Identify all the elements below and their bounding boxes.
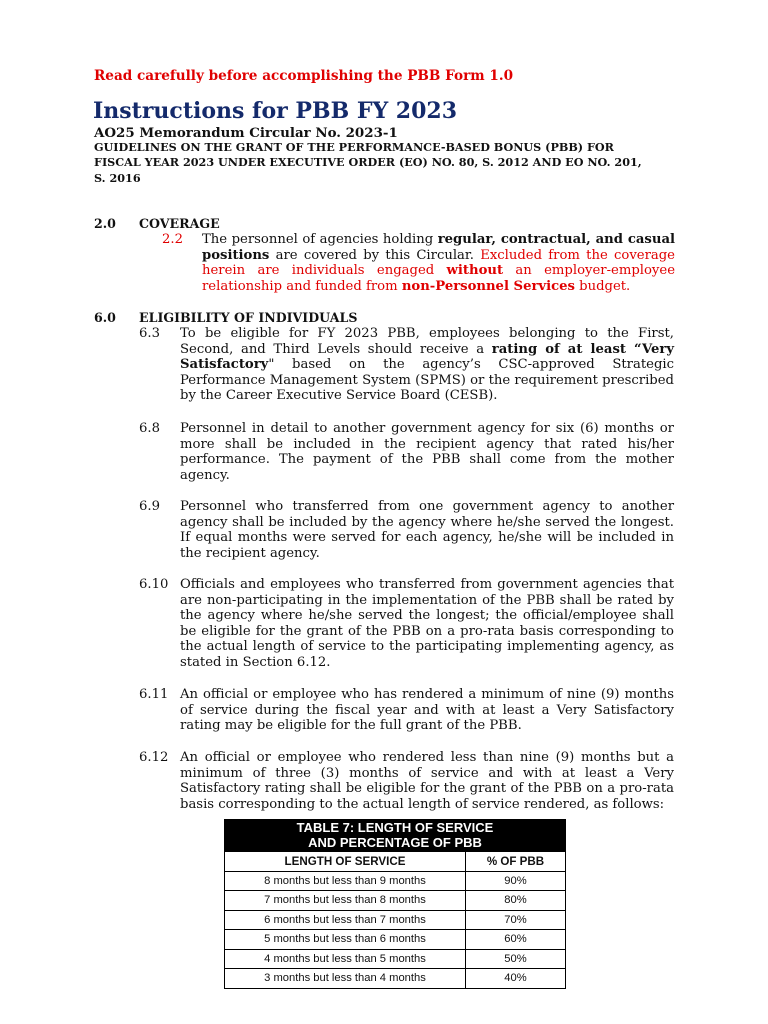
percent-cell: 90% bbox=[466, 871, 566, 891]
percent-cell: 40% bbox=[466, 969, 566, 989]
length-cell: 3 months but less than 4 months bbox=[225, 969, 466, 989]
item-number: 6.11 bbox=[139, 687, 169, 702]
length-cell: 8 months but less than 9 months bbox=[225, 871, 466, 891]
coverage-positions-emphasis: regular, contractual, and casual positions bbox=[202, 232, 675, 263]
section-number-coverage: 2.0 bbox=[94, 216, 116, 231]
length-cell: 6 months but less than 7 months bbox=[225, 910, 466, 930]
item-number: 6.12 bbox=[139, 750, 169, 765]
coverage-paragraph bbox=[202, 232, 675, 294]
eligibility-item-6-8: Personnel in detail to another government agency for six (6) months or more shall be included in the recipient agency that rated his/her performance. The payment of the PBB shall come from the mother agency. bbox=[180, 421, 674, 483]
column-header-percent: % OF PBB bbox=[466, 852, 566, 872]
warning-note: Read carefully before accomplishing the PBB Form 1.0 bbox=[94, 68, 514, 84]
rating-emphasis: rating of at least “Very Satisfactory bbox=[180, 341, 674, 373]
exclusion-text-end: budget. bbox=[574, 278, 631, 294]
eligibility-item-6-9: Personnel who transferred from one government agency to another agency shall be included by the agency where he/she served the longest. If equal months were served for each agency, he/she will be included in the recipient agency. bbox=[180, 499, 674, 561]
section-number-eligibility: 6.0 bbox=[94, 310, 116, 325]
eligibility-item-6-12: An official or employee who rendered less than nine (9) months but a minimum of three (3) months of service and with at least a Very Satisfactory rating shall be eligible for the grant of the PBB on a pro-rata basis corresponding to the actual length of service rendered, as follows: bbox=[180, 750, 674, 812]
length-cell: 7 months but less than 8 months bbox=[225, 891, 466, 911]
item-text: To be eligible for FY 2023 PBB, employees belonging to the First, Second, and Third Levels should receive a bbox=[180, 326, 674, 357]
table-row bbox=[225, 930, 566, 950]
item-number: 6.3 bbox=[139, 326, 160, 341]
section-heading-coverage: COVERAGE bbox=[139, 216, 220, 231]
pbb-percentage-table bbox=[224, 819, 566, 989]
length-of-service-table bbox=[224, 851, 566, 989]
section-heading-eligibility: ELIGIBILITY OF INDIVIDUALS bbox=[139, 310, 358, 325]
table-row bbox=[225, 969, 566, 989]
table-row bbox=[225, 910, 566, 930]
item-text-cont: " based on the agency’s CSC-approved Strategic Performance Management System (SPMS) or the requirement prescribed by the Career Executive Service Board (CESB). bbox=[180, 357, 674, 404]
item-number-2-2: 2.2 bbox=[162, 232, 183, 247]
exclusion-text-cont: an employer-employee relationship and funded from bbox=[202, 263, 675, 294]
exclusion-without-emphasis: without bbox=[446, 263, 504, 279]
coverage-text: The personnel of agencies holding bbox=[202, 232, 438, 247]
item-number: 6.10 bbox=[139, 577, 169, 592]
table-title-line: AND PERCENTAGE OF PBB bbox=[308, 835, 482, 850]
coverage-text-cont: are covered by this Circular. bbox=[269, 247, 481, 263]
guidelines-title: GUIDELINES ON THE GRANT OF THE PERFORMANCE-BASED BONUS (PBB) FOR FISCAL YEAR 2023 UNDER EXECUTIVE ORDER (EO) NO. 80, S. 2012 AND EO NO. 201, S. 2016 bbox=[94, 140, 642, 185]
table-row bbox=[225, 871, 566, 891]
eligibility-item-6-11: An official or employee who has rendered a minimum of nine (9) months of service during the fiscal year and with at least a Very Satisfactory rating may be eligible for the full grant of the PBB. bbox=[180, 687, 674, 734]
percent-cell: 60% bbox=[466, 930, 566, 950]
table-row bbox=[225, 949, 566, 969]
table-title bbox=[224, 819, 566, 851]
length-cell: 5 months but less than 6 months bbox=[225, 930, 466, 950]
item-number: 6.9 bbox=[139, 499, 160, 514]
percent-cell: 80% bbox=[466, 891, 566, 911]
table-header-row bbox=[225, 852, 566, 872]
document-title: Instructions for PBB FY 2023 bbox=[93, 98, 458, 124]
circular-number: AO25 Memorandum Circular No. 2023-1 bbox=[94, 125, 398, 141]
table-title-line: TABLE 7: LENGTH OF SERVICE bbox=[296, 820, 494, 835]
percent-cell: 70% bbox=[466, 910, 566, 930]
eligibility-item-6-3 bbox=[180, 326, 674, 404]
length-cell: 4 months but less than 5 months bbox=[225, 949, 466, 969]
table-row bbox=[225, 891, 566, 911]
exclusion-non-ps-emphasis: non-Personnel Services bbox=[401, 278, 575, 294]
eligibility-item-6-10: Officials and employees who transferred from government agencies that are non-participating in the implementation of the PBB shall be rated by the agency where he/she served the longest; the official/employee shall be eligible for the grant of the PBB on a pro-rata basis corresponding to the actual length of service to the participating implementing agency, as stated in Section 6.12. bbox=[180, 577, 674, 670]
percent-cell: 50% bbox=[466, 949, 566, 969]
column-header-length: LENGTH OF SERVICE bbox=[225, 852, 466, 872]
exclusion-text: Excluded from the coverage herein are individuals engaged bbox=[202, 247, 675, 279]
item-number: 6.8 bbox=[139, 421, 160, 436]
